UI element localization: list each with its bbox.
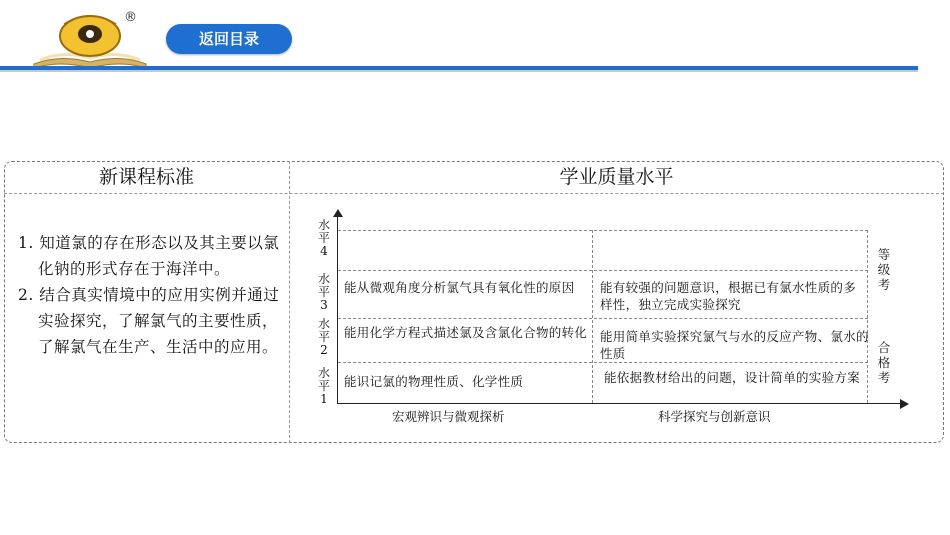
level3-inquiry-cell: 能有较强的问题意识，根据已有氯水性质的多样性，独立完成实验探究 xyxy=(600,280,857,312)
curriculum-standard-header: 新课程标准 xyxy=(98,166,194,188)
level1-inquiry-cell: 能依据教材给出的问题，设计简单的实验方案 xyxy=(604,370,861,385)
level1-macro-cell: 能识记氯的物理性质、化学性质 xyxy=(344,374,524,389)
level-1-label: 水 平 1 xyxy=(317,366,330,406)
y-axis xyxy=(337,215,338,403)
level2-inquiry-cell: 能用简单实验探究氯气与水的反应产物、氯水的性质 xyxy=(600,329,869,361)
table-header-divider xyxy=(4,193,944,194)
pass-exam-label: 合 格 考 xyxy=(877,340,891,385)
level-2-label: 水 平 2 xyxy=(317,317,330,357)
standard-item: 1. 知道氯的存在形态以及其主要以氯化钠的形式存在于海洋中。 xyxy=(18,234,280,278)
grid-line xyxy=(338,318,868,319)
registered-mark: ® xyxy=(124,10,137,25)
grid-line xyxy=(338,270,868,271)
standard-item: 2. 结合真实情境中的应用实例并通过实验探究，了解氯气的主要性质，了解氯气在生产、生活中的应用。 xyxy=(18,286,280,356)
back-to-contents-button[interactable]: 返回目录 xyxy=(166,24,292,54)
level-3-label: 水 平 3 xyxy=(317,272,330,312)
header-rule-shadow xyxy=(0,70,918,72)
level3-macro-cell: 能从微观角度分析氯气具有氧化性的原因 xyxy=(344,280,575,295)
table-column-divider xyxy=(289,161,290,443)
grid-divider xyxy=(867,230,868,403)
x-category-macro: 宏观辨识与微观探析 xyxy=(392,409,505,424)
x-category-inquiry: 科学探究与创新意识 xyxy=(658,409,771,424)
level2-macro-cell: 能用化学方程式描述氯及含氯化合物的转化 xyxy=(344,325,588,340)
grid-divider xyxy=(592,230,593,403)
quality-level-header: 学业质量水平 xyxy=(559,166,674,188)
grid-line xyxy=(338,362,868,363)
x-axis xyxy=(337,403,901,404)
x-axis-arrow xyxy=(900,399,909,409)
y-axis-arrow xyxy=(333,209,343,217)
standards-list xyxy=(18,230,283,360)
grid-line xyxy=(338,230,868,231)
level-4-label: 水 平 4 xyxy=(317,218,330,258)
grade-exam-label: 等 级 考 xyxy=(877,247,891,292)
